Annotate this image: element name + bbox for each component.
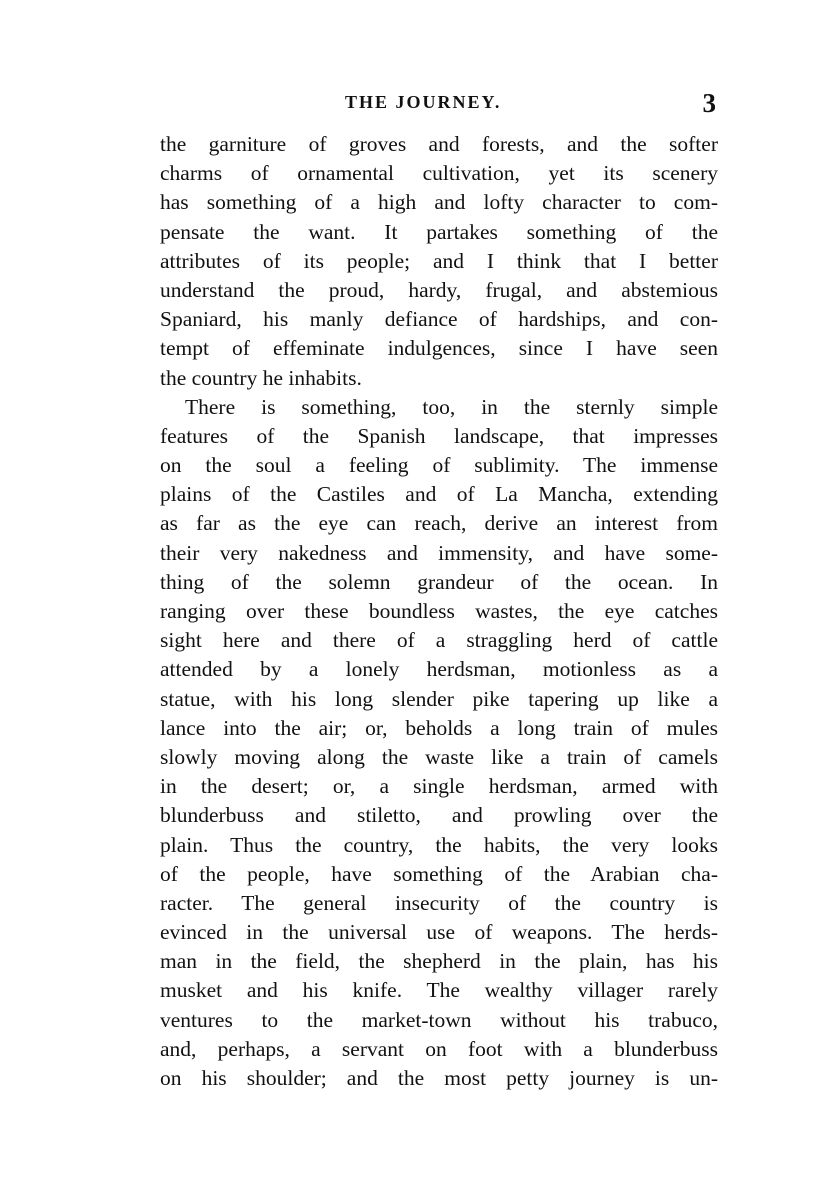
text-line: attended by a lonely herdsman, motionless as a [160, 657, 718, 682]
text-line: and, perhaps, a servant on foot with a blunderbuss [160, 1036, 718, 1061]
text-line: thing of the solemn grandeur of the ocean. In [160, 569, 718, 594]
page-number: 3 [702, 88, 716, 118]
text-line: attributes of its people; and I think that I better [160, 248, 718, 273]
text-line: on his shoulder; and the most petty journey is un- [160, 1066, 718, 1090]
paragraph [160, 130, 718, 393]
text-line: tempt of effeminate indulgences, since I have seen [160, 336, 718, 361]
text-line: statue, with his long slender pike tapering up like a [160, 686, 718, 711]
text-line: pensate the want. It partakes something of the [160, 219, 718, 244]
text-line: man in the field, the shepherd in the plain, has his [160, 949, 718, 974]
text-line: their very nakedness and immensity, and have some- [160, 540, 718, 565]
text-line: as far as the eye can reach, derive an interest from [160, 511, 718, 536]
body-text [160, 130, 718, 1093]
text-line: racter. The general insecurity of the country is [160, 890, 718, 915]
text-line: lance into the air; or, beholds a long train of mules [160, 715, 718, 740]
text-line: the country he inhabits. [160, 365, 362, 390]
text-line: of the people, have something of the Arabian cha- [160, 861, 718, 886]
text-line: in the desert; or, a single herdsman, armed with [160, 774, 718, 799]
text-line: charms of ornamental cultivation, yet its scenery [160, 161, 718, 186]
text-line: There is something, too, in the sternly simple [185, 394, 718, 419]
text-line: ventures to the market-town without his trabuco, [160, 1007, 718, 1032]
text-line: the garniture of groves and forests, and the softer [160, 132, 718, 156]
text-line: plain. Thus the country, the habits, the very looks [160, 832, 718, 857]
text-line: evinced in the universal use of weapons. The herds- [160, 920, 718, 945]
running-head [160, 88, 720, 120]
text-line: musket and his knife. The wealthy villager rarely [160, 978, 718, 1003]
text-line: ranging over these boundless wastes, the eye catches [160, 599, 718, 623]
text-line: features of the Spanish landscape, that impresses [160, 423, 718, 448]
text-line: blunderbuss and stiletto, and prowling over the [160, 803, 718, 828]
text-line: understand the proud, hardy, frugal, and abstemious [160, 277, 718, 302]
paragraph [160, 393, 718, 1094]
text-line: has something of a high and lofty character to com- [160, 190, 718, 215]
running-title: THE JOURNEY. [345, 92, 502, 112]
text-line: on the soul a feeling of sublimity. The immense [160, 453, 718, 478]
text-line: sight here and there of a straggling herd of cattle [160, 628, 718, 653]
text-line: slowly moving along the waste like a train of camels [160, 744, 718, 769]
text-line: Spaniard, his manly defiance of hardships, and con- [160, 307, 718, 332]
text-line: plains of the Castiles and of La Mancha, extending [160, 482, 718, 507]
